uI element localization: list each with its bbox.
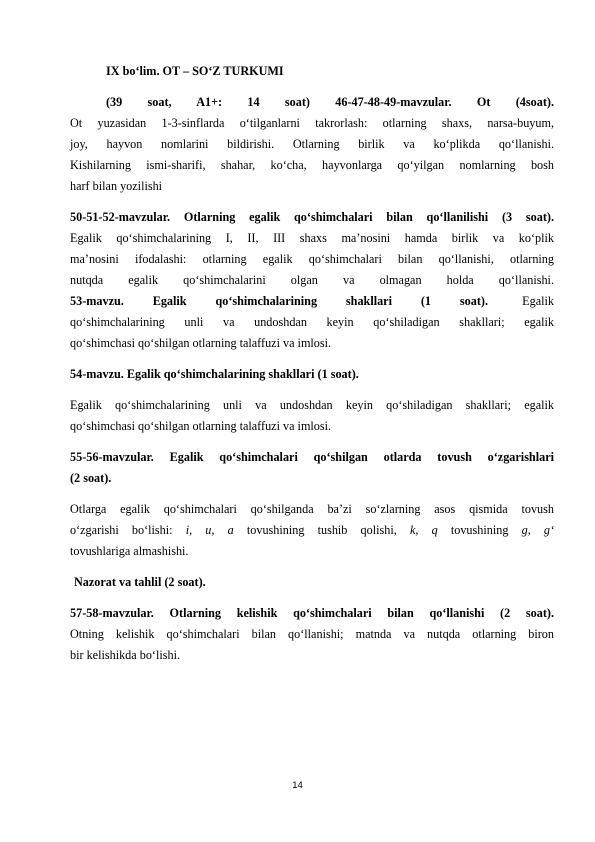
topic-heading: 57-58-mavzular. Otlarning kelishik qo‘shimchalari bilan qo‘llanishi (2 soat). <box>70 606 554 620</box>
paragraph-line: Egalik qo‘shimchalarining I, II, III shaxs ma’nosini hamda birlik va ko‘plik <box>70 231 554 245</box>
paragraph-line: joy, hayvon nomlarini bildirishi. Otlarning birlik va ko‘plikda qo‘llanishi. <box>70 137 554 151</box>
paragraph-line: harf bilan yozilishi <box>70 179 163 193</box>
section-heading: IX bo‘lim. OT – SO‘Z TURKUMI <box>106 64 284 78</box>
topic-heading: (2 soat). <box>70 471 112 485</box>
paragraph-line: Egalik qo‘shimchalarining unli va undoshdan keyin qo‘shiladigan shakllari; egalik <box>70 398 554 412</box>
paragraph-line: qo‘shimchalarining unli va undoshdan keyin qo‘shiladigan shakllari; egalik <box>70 315 554 329</box>
paragraph-line: Ot yuzasidan 1-3-sinflarda o‘tilganlarni takrorlash: otlarning shaxs, narsa-buyum, <box>70 116 554 130</box>
topic-heading: 55-56-mavzular. Egalik qo‘shimchalari qo‘shilgan otlarda tovush o‘zgarishlari <box>70 450 554 464</box>
paragraph-line: qo‘shimchasi qo‘shilgan otlarning talaffuzi va imlosi. <box>70 336 332 350</box>
paragraph-line: (39 soat, A1+: 14 soat) 46-47-48-49-mavzular. Ot (4soat). <box>106 95 554 109</box>
paragraph-line: Kishilarning ismi-sharifi, shahar, ko‘cha, hayvonlarga qo‘yilgan nomlarning bosh <box>70 158 554 172</box>
paragraph-line: 50-51-52-mavzular. Otlarning egalik qo‘shimchalari bilan qo‘llanilishi (3 soat). <box>70 210 554 224</box>
paragraph-line: nutqda egalik qo‘shimchalarini olgan va olmagan holda qo‘llanishi. <box>70 273 554 287</box>
topic-heading: 54-mavzu. Egalik qo‘shimchalarining shakllari (1 soat). <box>70 367 359 381</box>
paragraph-line: 53-mavzu. Egalik qo‘shimchalarining shakllari (1 soat). Egalik <box>70 294 554 308</box>
topic-heading: Nazorat va tahlil (2 soat). <box>74 575 206 589</box>
paragraph-line: ma’nosini ifodalashi: otlarning egalik qo‘shimchalari bilan qo‘llanishi, otlarning <box>70 252 554 266</box>
paragraph-line: tovushlariga almashishi. <box>70 544 189 558</box>
paragraph-line: o‘zgarishi bo‘lishi: i, u, a tovushining tushib qolishi, k, q tovushining g, g‘ <box>70 523 555 537</box>
paragraph-line: qo‘shimchasi qo‘shilgan otlarning talaffuzi va imlosi. <box>70 419 332 433</box>
paragraph-line: Otlarga egalik qo‘shimchalari qo‘shilganda ba’zi so‘zlarning asos qismida tovush <box>70 502 554 516</box>
page-number: 14 <box>292 780 303 791</box>
paragraph-line: Otning kelishik qo‘shimchalari bilan qo‘llanishi; matnda va nutqda otlarning biron <box>70 627 554 641</box>
paragraph-line: bir kelishikda bo‘lishi. <box>70 648 181 662</box>
